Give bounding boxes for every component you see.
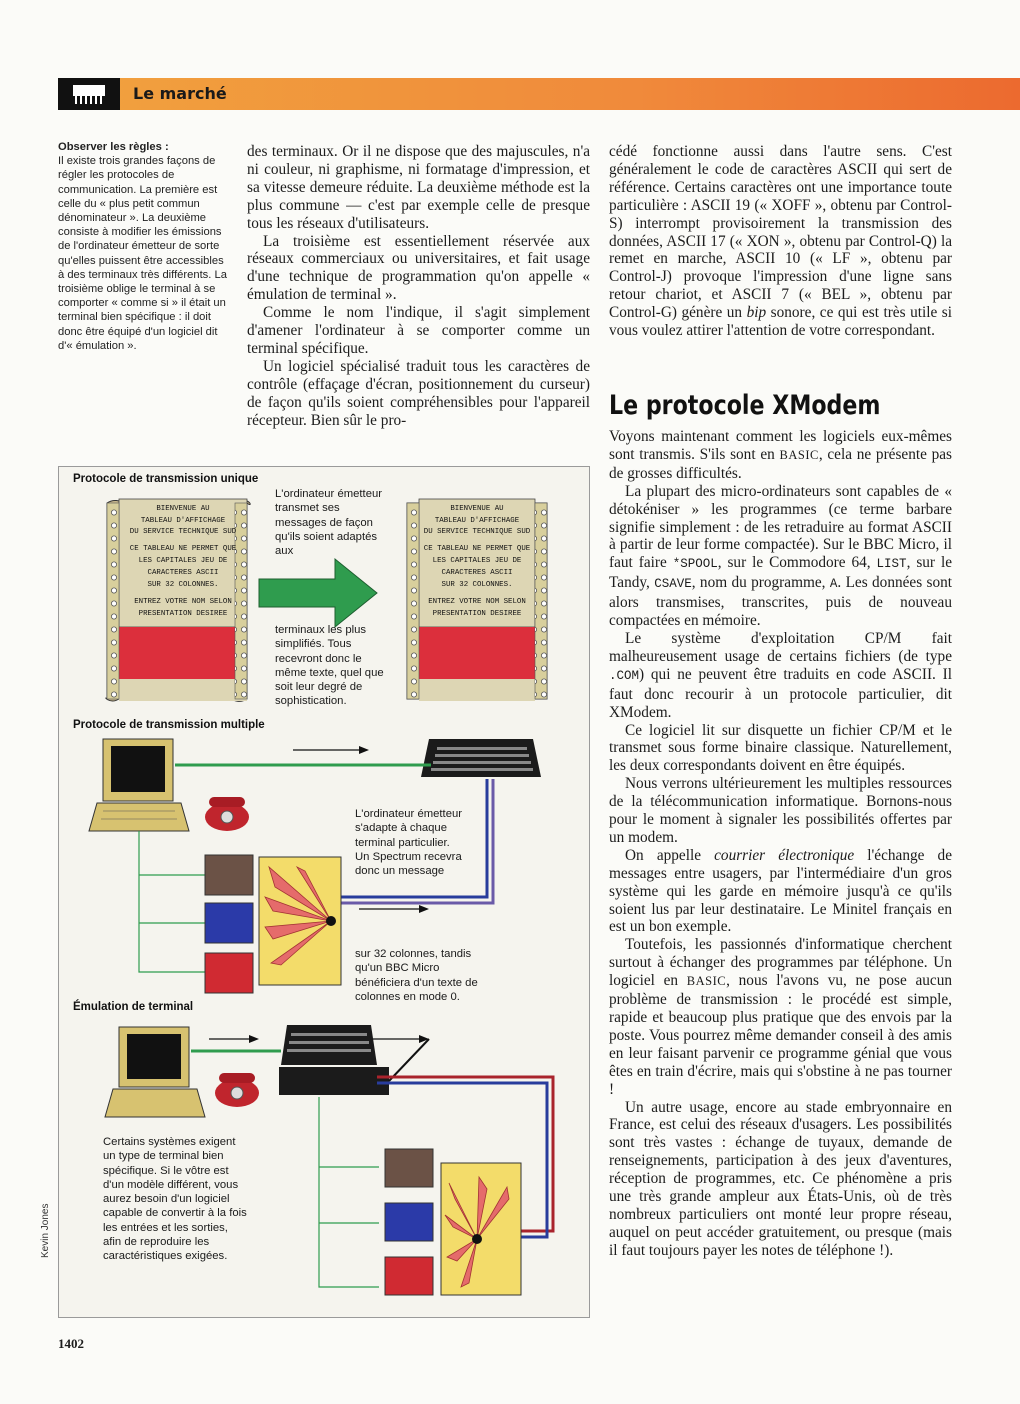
paragraph: Le système d'exploitation CP/M fait malheureusement usage de certains fichiers (de type .COM) qui ne peuvent être traduits en code ASCII. Il faut donc recourir à un protocole particulier, dit XModem. (609, 629, 952, 721)
printout-line: SUR 32 COLONNES. (147, 581, 219, 589)
printout-line: CE TABLEAU NE PERMET QUE (423, 545, 531, 553)
body-column-right (609, 428, 952, 1260)
printout-line: PRESENTATION DESIREE (432, 610, 522, 618)
printout-line: TABLEAU D'AFFICHAGE (434, 517, 520, 525)
section-header-bar (58, 78, 1020, 110)
label-multiple-protocol: Protocole de transmission multiple (73, 719, 265, 731)
printout-line: TABLEAU D'AFFICHAGE (140, 517, 226, 525)
paragraph: La plupart des micro-ordinateurs sont capables de « détokéniser » les programmes (ce terme barbare signifie simplement : de les retraduire au format ASCII à partir de leur forme compactée). Sur le BBC Micro, il faut faire *SPOOL, sur le Commodore 64, LIST, sur le Tandy, CSAVE, nom du programme, A. Les données sont alors transmises, transcrites, puis de nouveau compactées en mémoire. (609, 482, 953, 630)
printout-line: LES CAPITALES JEU DE (432, 557, 522, 565)
printout-line: LES CAPITALES JEU DE (138, 557, 228, 565)
green-arrow-icon (259, 559, 377, 627)
printout-left (106, 499, 250, 701)
page-number: 1402 (58, 1336, 84, 1351)
image-credit: Kevin Jones (40, 1203, 51, 1258)
label-emulation: Émulation de terminal (73, 1001, 194, 1013)
paragraph: La troisième est essentiellement réservée aux réseaux commerciaux ou universitaires, et fait usage d'une technique de programmation qu'on appelle « émulation de terminal ». (247, 232, 590, 304)
printout-line: ENTREZ VOTRE NOM SELON (428, 598, 526, 606)
printout-line: CARACTERES ASCII (441, 569, 513, 577)
note-multi-bottom: sur 32 colonnes, tandis qu'un BBC Micro bénéficiera d'un texte de colonnes en mode 0. (355, 948, 478, 1003)
printout-line: BIENVENUE AU (450, 505, 504, 513)
printout-line: DU SERVICE TECHNIQUE SUD (129, 528, 237, 536)
section-heading: Le protocole XModem (609, 390, 881, 421)
paragraph: Toutefois, les passionnés d'informatique cherchent surtout à échanger des programmes par téléphone. Un logiciel en BASIC, nous l'avons vu, ne pose aucun problème de transmission : le procédé est simple, rapide et beaucoup plus pratique que des envois par la poste. Vous pourrez même demander conseil à des amis en leur faisant parvenir ce programme génial que vous êtes en train d'écrire, mais qui s'obstine à ne pas tourner ! (609, 936, 953, 1098)
paragraph: des terminaux. Or il ne dispose que des majuscules, n'a ni couleur, ni graphisme, ni formatage d'impression, et sa vitesse demeure réduite. La deuxième méthode est la plus commune — c'est par exemple celle de presque tous les réseaux d'utilisateurs. (247, 143, 590, 232)
label-single-protocol: Protocole de transmission unique (73, 473, 259, 485)
note-multi-top: L'ordinateur émetteur s'adapte à chaque terminal particulier. Un Spectrum recevra donc un message (355, 808, 463, 878)
paragraph: Ce logiciel lit sur disquette un fichier CP/M et le transmet sous forme binaire classique. Naturellement, les deux correspondants doivent en être équipés. (609, 721, 952, 775)
printout-line: CARACTERES ASCII (147, 569, 219, 577)
paragraph: Un logiciel spécialisé traduit tous les caractères de contrôle (effaçage d'écran, positionnement du curseur) de façon qu'ils soient compréhensibles pour l'appareil récepteur. Bien sûr le pro- (247, 357, 590, 429)
printout-line: SUR 32 COLONNES. (441, 581, 513, 589)
printout-line: ENTREZ VOTRE NOM SELON (134, 598, 232, 606)
printout-line: CE TABLEAU NE PERMET QUE (129, 545, 237, 553)
note-single-top: L'ordinateur émetteur transmet ses messages de façon qu'ils soient adaptés aux (275, 488, 383, 558)
protocol-diagram (58, 466, 590, 1318)
side-note (58, 140, 230, 353)
paragraph: Un autre usage, encore au stade embryonnaire en France, est celui des réseaux d'usagers. Les possibilités sont très vastes : échange de tuyaux, demande de renseignements, participation à des jeux d'aventures, réception de programmes, etc. Ce phénomène a pris une très grande ampleur aux États-Unis, où de très nombreux particuliers ont monté leur propre réseau, auquel on peut accéder gratuitement, ou presque (mais il faut toujours payer les notes de téléphone !). (609, 1098, 952, 1259)
section-logo-icon (58, 78, 120, 110)
body-column-right-top (609, 143, 952, 340)
section-title: Le marché (133, 84, 227, 103)
paragraph: Voyons maintenant comment les logiciels eux-mêmes sont transmis. S'ils sont en BASIC, cela ne présente pas de grosses difficultés. (609, 428, 953, 482)
printout-line: BIENVENUE AU (156, 505, 210, 513)
side-note-body: Il existe trois grandes façons de régler les protocoles de communication. La première est celle du « plus petit commun dénominateur ». La deuxième consiste à modifier les émissions de l'ordinateur émetteur de sorte qu'elles puissent être accessibles à des terminaux très différents. La troisième oblige le terminal à se comporter « comme si » il était un terminal bien spécifique : il doit donc être équipé d'un logiciel dit d'« émulation ». (58, 155, 227, 352)
note-single-bottom: terminaux les plus simplifiés. Tous recevront donc le même texte, quel que soit leur degré de sophistication. (275, 624, 384, 708)
note-emulation: Certains systèmes exigent un type de terminal bien spécifique. Si le vôtre est d'un modèle différent, vous aurez besoin d'un logiciel capable de convertir à la fois les entrées et les sorties, afin de reproduire les caractéristiques exigées. (103, 1136, 247, 1263)
printout-right (407, 499, 547, 701)
printout-line: DU SERVICE TECHNIQUE SUD (423, 528, 531, 536)
printout-line: PRESENTATION DESIREE (138, 610, 228, 618)
paragraph: On appelle courrier électronique l'échange de messages entre usagers, par l'intermédiaire d'un gros système qui les garde en mémoire jusqu'à ce qu'ils soient lus par leur destinataire. Le Minitel français en est un bon exemple. (609, 846, 952, 936)
paragraph: Comme le nom l'indique, il s'agit simplement d'amener l'ordinateur à se comporter comme un terminal spécifique. (247, 304, 590, 357)
side-note-heading: Observer les règles : (58, 141, 169, 153)
paragraph: Nous verrons ultérieurement les multiples ressources de la télécommunication informatique. Bornons-nous pour le moment à signaler les possibilités offertes par un modem. (609, 775, 952, 846)
body-column-middle (247, 143, 590, 430)
paragraph: cédé fonctionne aussi dans l'autre sens. C'est généralement le code de caractères ASCII qui sert de référence. Certains caractères ont une importance toute particulière : ASCII 19 (« XOFF », obtenu par Control-S) interrompt provisoirement la transmission des données, ASCII 17 (« XON », obtenu par Control-Q) la remet en marche, ASCII 10 (« LF », obtenu par Control-J) provoque l'impression d'une ligne sans retour chariot, et ASCII 7 (« BEL », obtenu par Control-G) génère un bip sonore, ce qui est très utile si vous voulez attirer l'attention de votre correspondant. (609, 143, 952, 340)
